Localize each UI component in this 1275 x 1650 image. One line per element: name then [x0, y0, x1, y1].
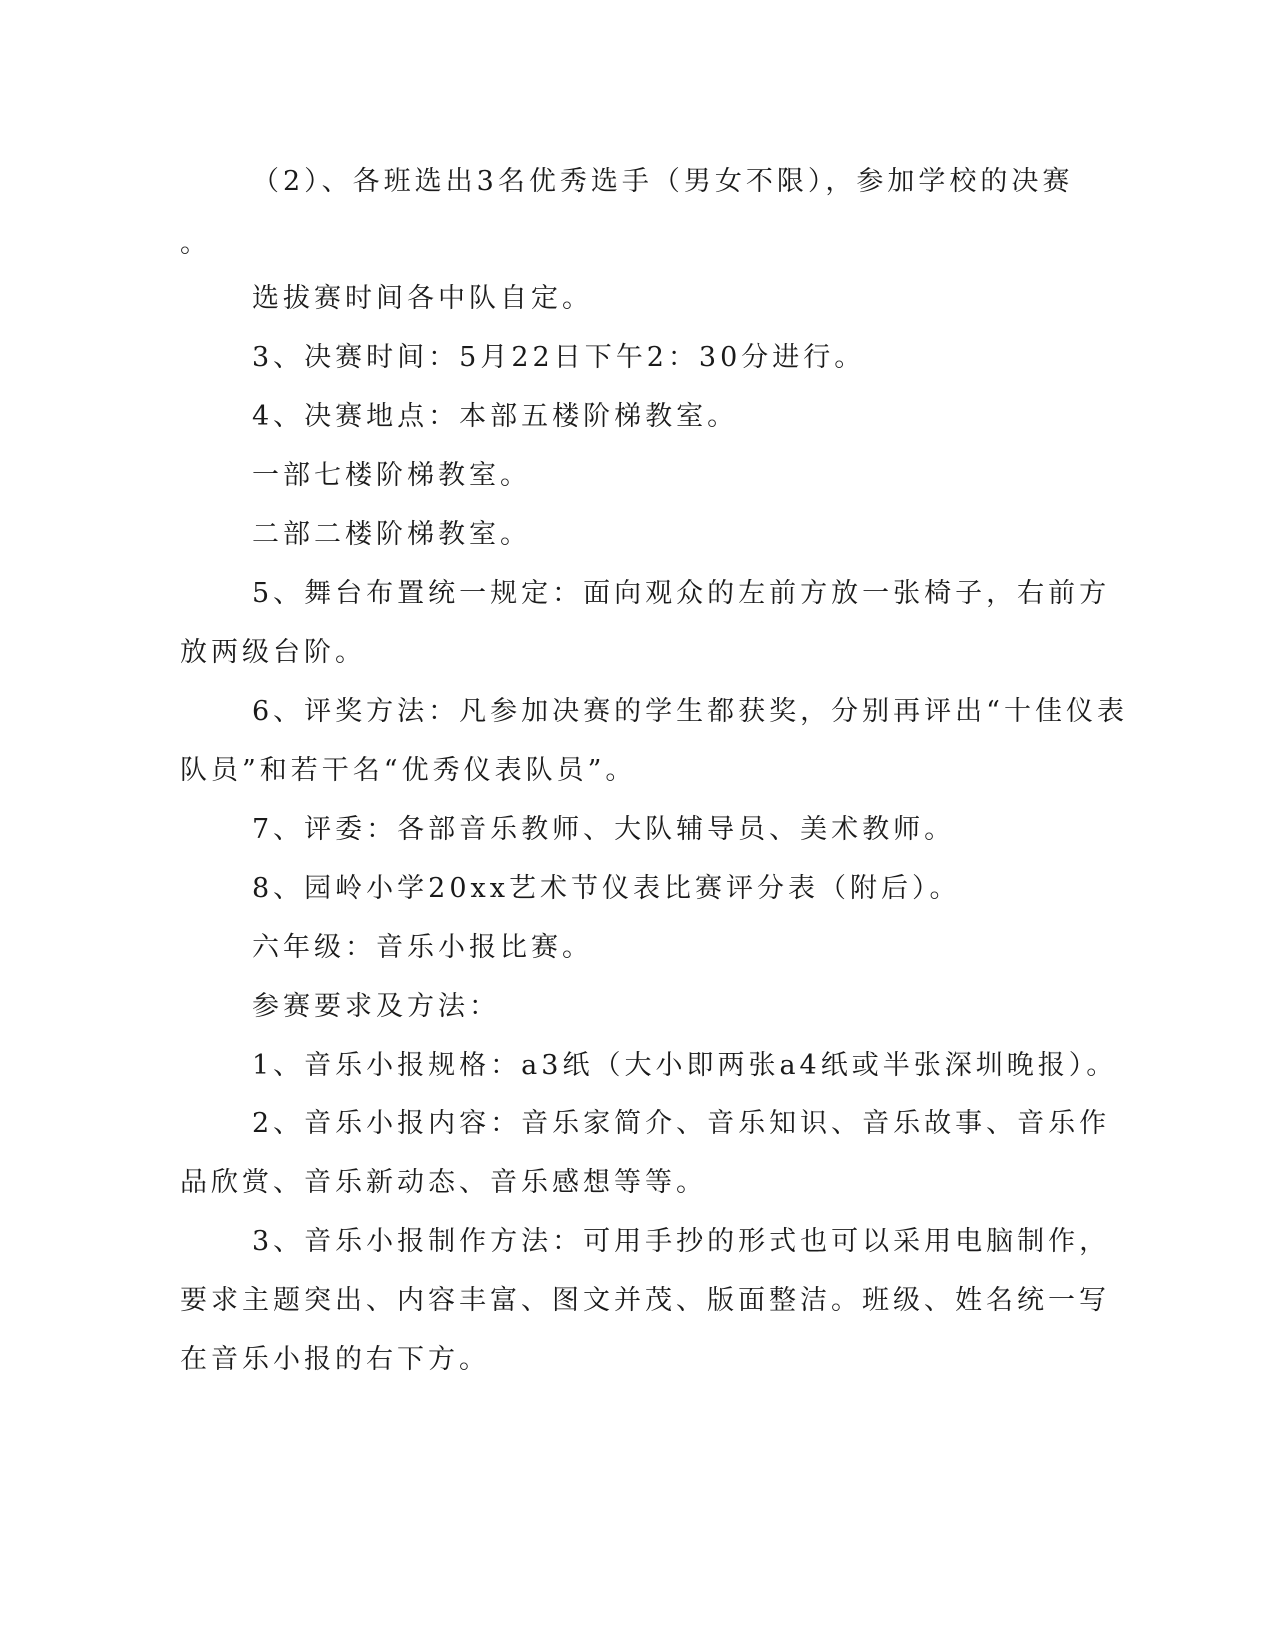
paragraph-line: 3、决赛时间：5月22日下午2：30分进行。 — [252, 342, 866, 373]
paragraph-line: 一部七楼阶梯教室。 — [252, 460, 531, 491]
paragraph-line: 选拔赛时间各中队自定。 — [252, 283, 593, 314]
paragraph-line: 品欣赏、音乐新动态、音乐感想等等。 — [180, 1167, 707, 1198]
paragraph-line: 二部二楼阶梯教室。 — [252, 519, 531, 550]
paragraph-line: 8、园岭小学20xx艺术节仪表比赛评分表（附后）。 — [252, 873, 961, 904]
paragraph-line: 6、评奖方法：凡参加决赛的学生都获奖，分别再评出“十佳仪表 — [252, 696, 1128, 727]
paragraph-line: 要求主题突出、内容丰富、图文并茂、版面整洁。班级、姓名统一写 — [180, 1285, 1110, 1316]
paragraph-line: 1、音乐小报规格：a3纸（大小即两张a4纸或半张深圳晚报）。 — [252, 1050, 1118, 1081]
paragraph-line: 4、决赛地点：本部五楼阶梯教室。 — [252, 401, 739, 432]
paragraph-line: 放两级台阶。 — [180, 637, 366, 668]
paragraph-line: 2、音乐小报内容：音乐家简介、音乐知识、音乐故事、音乐作 — [252, 1108, 1111, 1139]
paragraph-line: （2）、各班选出3名优秀选手（男女不限），参加学校的决赛 — [252, 166, 1074, 197]
paragraph-line: 参赛要求及方法： — [252, 991, 500, 1022]
paragraph-line: 。 — [180, 228, 211, 259]
paragraph-line: 3、音乐小报制作方法：可用手抄的形式也可以采用电脑制作， — [252, 1226, 1111, 1257]
paragraph-line: 六年级：音乐小报比赛。 — [252, 932, 593, 963]
paragraph-line: 7、评委：各部音乐教师、大队辅导员、美术教师。 — [252, 814, 956, 845]
paragraph-line: 队员”和若干名“优秀仪表队员”。 — [180, 755, 637, 786]
paragraph-line: 5、舞台布置统一规定：面向观众的左前方放一张椅子，右前方 — [252, 578, 1111, 609]
paragraph-line: 在音乐小报的右下方。 — [180, 1344, 490, 1375]
